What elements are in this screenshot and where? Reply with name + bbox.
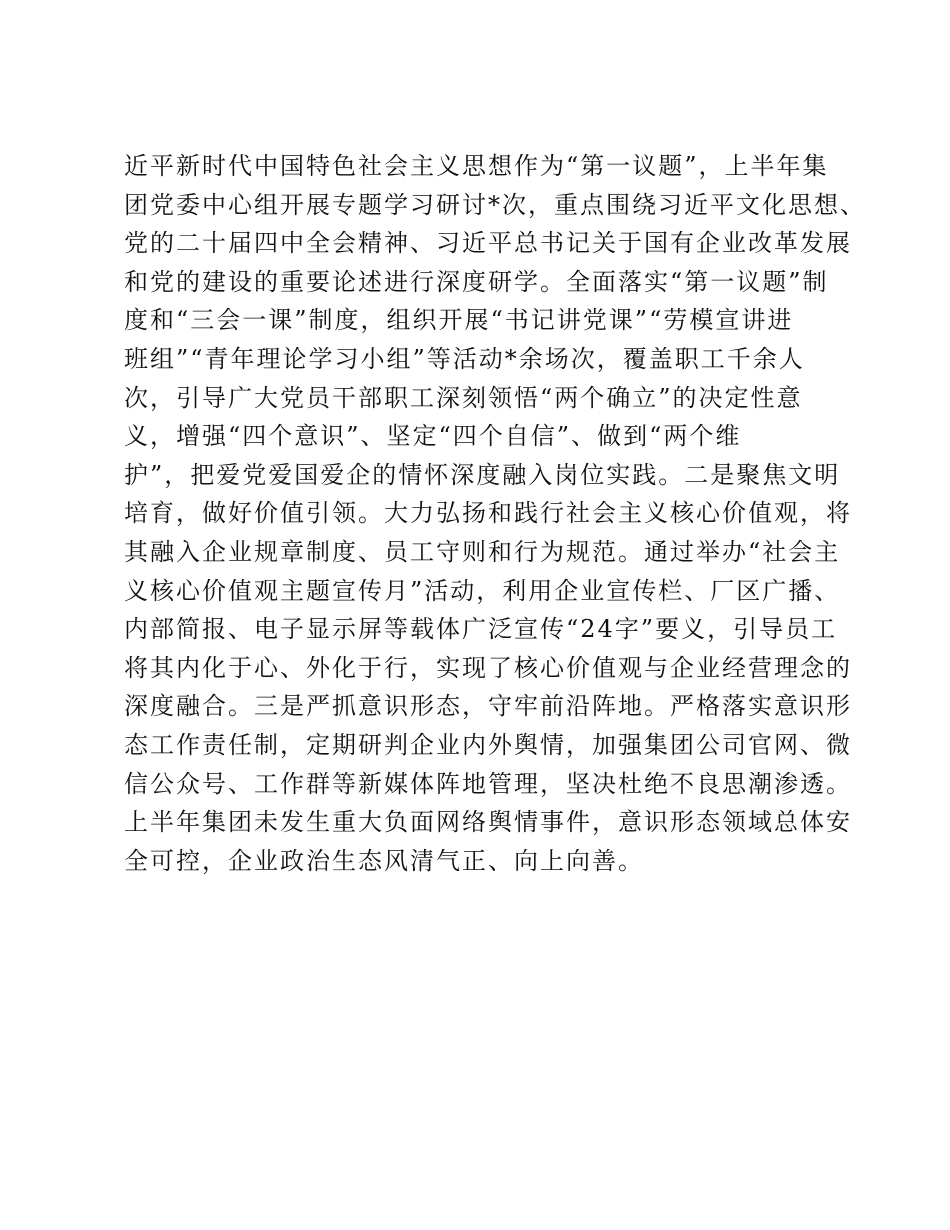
text-line: 近平新时代中国特色社会主义思想作为“第一议题”，上半年集 xyxy=(124,152,829,180)
text-line: 度和“三会一课”制度，组织开展“书记讲党课”“劳模宣讲进 xyxy=(124,306,794,335)
text-line: 义核心价值观主题宣传月”活动，利用企业宣传栏、厂区广播、 xyxy=(124,576,841,605)
text-line: 全可控，企业政治生态风清气正、向上向善。 xyxy=(124,846,644,875)
text-line: 内部简报、电子显示屏等载体广泛宣传“24字”要义，引导员工 xyxy=(124,615,838,644)
text-line: 信公众号、工作群等新媒体阵地管理，坚决杜绝不良思潮渗透。 xyxy=(124,769,852,798)
text-line: 将其内化于心、外化于行，实现了核心价值观与企业经营理念的 xyxy=(124,653,852,682)
text-line: 和党的建设的重要论述进行深度研学。全面落实“第一议题”制 xyxy=(124,267,829,296)
text-line: 护”，把爱党爱国爱企的情怀深度融入岗位实践。二是聚焦文明 xyxy=(124,460,841,489)
text-line: 培育，做好价值引领。大力弘扬和践行社会主义核心价值观，将 xyxy=(124,499,852,528)
body-paragraph xyxy=(124,147,866,880)
text-line: 党的二十届四中全会精神、习近平总书记关于国有企业改革发展 xyxy=(124,229,852,258)
text-line: 深度融合。三是严抓意识形态，守牢前沿阵地。严格落实意识形 xyxy=(124,692,852,721)
text-line: 义，增强“四个意识”、坚定“四个自信”、做到“两个维 xyxy=(124,422,742,451)
text-line: 次，引导广大党员干部职工深刻领悟“两个确立”的决定性意 xyxy=(124,383,803,412)
text-line: 态工作责任制，定期研判企业内外舆情，加强集团公司官网、微 xyxy=(124,730,852,759)
text-line: 班组”“青年理论学习小组”等活动*余场次，覆盖职工千余人 xyxy=(124,344,805,373)
text-line: 其融入企业规章制度、员工守则和行为规范。通过举办“社会主 xyxy=(124,537,841,566)
text-line: 团党委中心组开展专题学习研讨*次，重点围绕习近平文化思想、 xyxy=(124,190,866,219)
text-line: 上半年集团未发生重大负面网络舆情事件，意识形态领域总体安 xyxy=(124,808,852,837)
